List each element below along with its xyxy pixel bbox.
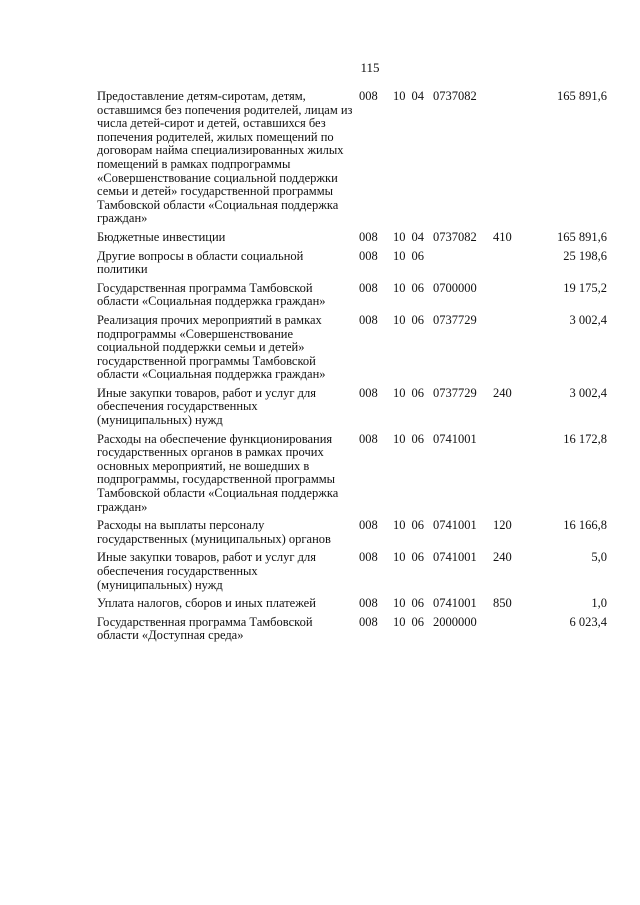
section-codes [387,90,433,231]
budget-table-body [97,90,607,648]
target-code: 0741001 [433,550,477,565]
sum-value: 6 023,4 [569,614,607,629]
section-codes [387,387,433,433]
subsection-code: 06 [411,280,424,295]
expense-type-code: 240 [493,550,512,565]
table-row [97,231,607,250]
subsection-code: 06 [411,596,424,611]
page-number: 115 [360,60,380,75]
budget-table [97,90,607,648]
target-code: 0700000 [433,280,477,295]
section-code: 10 [393,614,406,629]
expense-name: Реализация прочих мероприятий в рамках подпрограммы «Совершенствование социальной поддержки семьи и детей» государственной программы Тамбовской области «Социальная поддержка граждан» [97,312,326,382]
expense-type-code [493,90,531,231]
subsection-code: 04 [411,89,424,103]
subsection-code: 06 [411,312,424,327]
target-code: 2000000 [433,614,477,629]
section-codes [387,282,433,314]
table-row [97,519,607,551]
expense-name: Иные закупки товаров, работ и услуг для обеспечения государственных (муниципальных) нужд [97,550,317,592]
section-code: 10 [393,550,406,565]
table-row [97,597,607,616]
section-codes [387,551,433,597]
ministry-code: 008 [359,248,378,263]
ministry-code: 008 [359,550,378,565]
section-code: 10 [393,248,406,263]
expense-name: Бюджетные инвестиции [97,229,226,244]
ministry-code: 008 [359,614,378,629]
expense-type-code: 410 [493,229,512,244]
sum-value: 19 175,2 [563,280,607,295]
target-code: 0737729 [433,385,477,400]
ministry-code: 008 [359,280,378,295]
expense-name: Расходы на выплаты персоналу государственных (муниципальных) органов [97,518,331,546]
sum-value: 1,0 [591,596,607,611]
table-row [97,387,607,433]
expense-name: Иные закупки товаров, работ и услуг для обеспечения государственных (муниципальных) нужд [97,385,317,428]
target-code: 0737729 [433,312,477,327]
subsection-code: 06 [411,518,424,533]
expense-type-code [493,314,531,387]
sum-value: 16 172,8 [563,431,607,446]
expense-type-code [493,282,531,314]
expense-name: Уплата налогов, сборов и иных платежей [97,596,316,611]
section-codes [387,519,433,551]
section-code: 10 [393,312,406,327]
expense-name: Расходы на обеспечение функционирования государственных органов в рамках прочих основных мероприятий, не вошедших в подпрограммы, государственной программы Тамбовской области «Социальная поддержка граждан» [97,431,339,514]
expense-type-code: 240 [493,385,512,400]
section-code: 10 [393,229,406,244]
sum-value: 5,0 [591,550,607,565]
table-row [97,551,607,597]
expense-type-code [493,250,531,282]
ministry-code: 008 [359,89,378,103]
expense-name: Государственная программа Тамбовской области «Социальная поддержка граждан» [97,280,326,309]
sum-value: 16 166,8 [563,518,607,533]
expense-name: Государственная программа Тамбовской области «Доступная среда» [97,614,313,643]
table-row [97,616,607,648]
section-codes [387,231,433,250]
subsection-code: 06 [411,385,424,400]
sum-value: 3 002,4 [569,385,607,400]
expense-type-code [493,433,531,520]
expense-type-code [493,616,531,648]
table-row [97,282,607,314]
target-code: 0741001 [433,596,477,611]
section-codes [387,433,433,520]
subsection-code: 04 [411,229,424,244]
section-code: 10 [393,596,406,611]
target-code [433,250,493,282]
ministry-code: 008 [359,229,378,244]
ministry-code: 008 [359,385,378,400]
section-codes [387,250,433,282]
ministry-code: 008 [359,518,378,533]
target-code: 0737082 [433,229,477,244]
section-code: 10 [393,385,406,400]
expense-type-code: 120 [493,518,512,533]
target-code: 0737082 [433,89,477,103]
section-codes [387,314,433,387]
expense-name: Другие вопросы в области социальной политики [97,248,304,277]
table-row [97,250,607,282]
expense-type-code: 850 [493,596,512,611]
table-row [97,90,607,231]
section-code: 10 [393,518,406,533]
table-row [97,314,607,387]
expense-name: Предоставление детям-сиротам, детям, оставшимся без попечения родителей, лицам из числа детей-сирот и детей, оставшихся без попечения родителей, жилых помещений по договорам найма специализированных жилых помещений в рамках подпрограммы «Совершенствование социальной поддержки семьи и детей» государственной программы Тамбовской области «Социальная поддержка граждан» [97,89,353,226]
section-codes [387,597,433,616]
subsection-code: 06 [411,431,424,446]
section-code: 10 [393,431,406,446]
ministry-code: 008 [359,431,378,446]
subsection-code: 06 [411,614,424,629]
target-code: 0741001 [433,431,477,446]
section-codes [387,616,433,648]
sum-value: 3 002,4 [569,312,607,327]
sum-value: 25 198,6 [563,248,607,263]
target-code: 0741001 [433,518,477,533]
section-code: 10 [393,280,406,295]
subsection-code: 06 [411,248,424,263]
sum-value: 165 891,6 [557,229,607,244]
subsection-code: 06 [411,550,424,565]
section-code: 10 [393,89,406,103]
ministry-code: 008 [359,596,378,611]
table-row [97,433,607,520]
ministry-code: 008 [359,312,378,327]
sum-value: 165 891,6 [557,89,607,103]
